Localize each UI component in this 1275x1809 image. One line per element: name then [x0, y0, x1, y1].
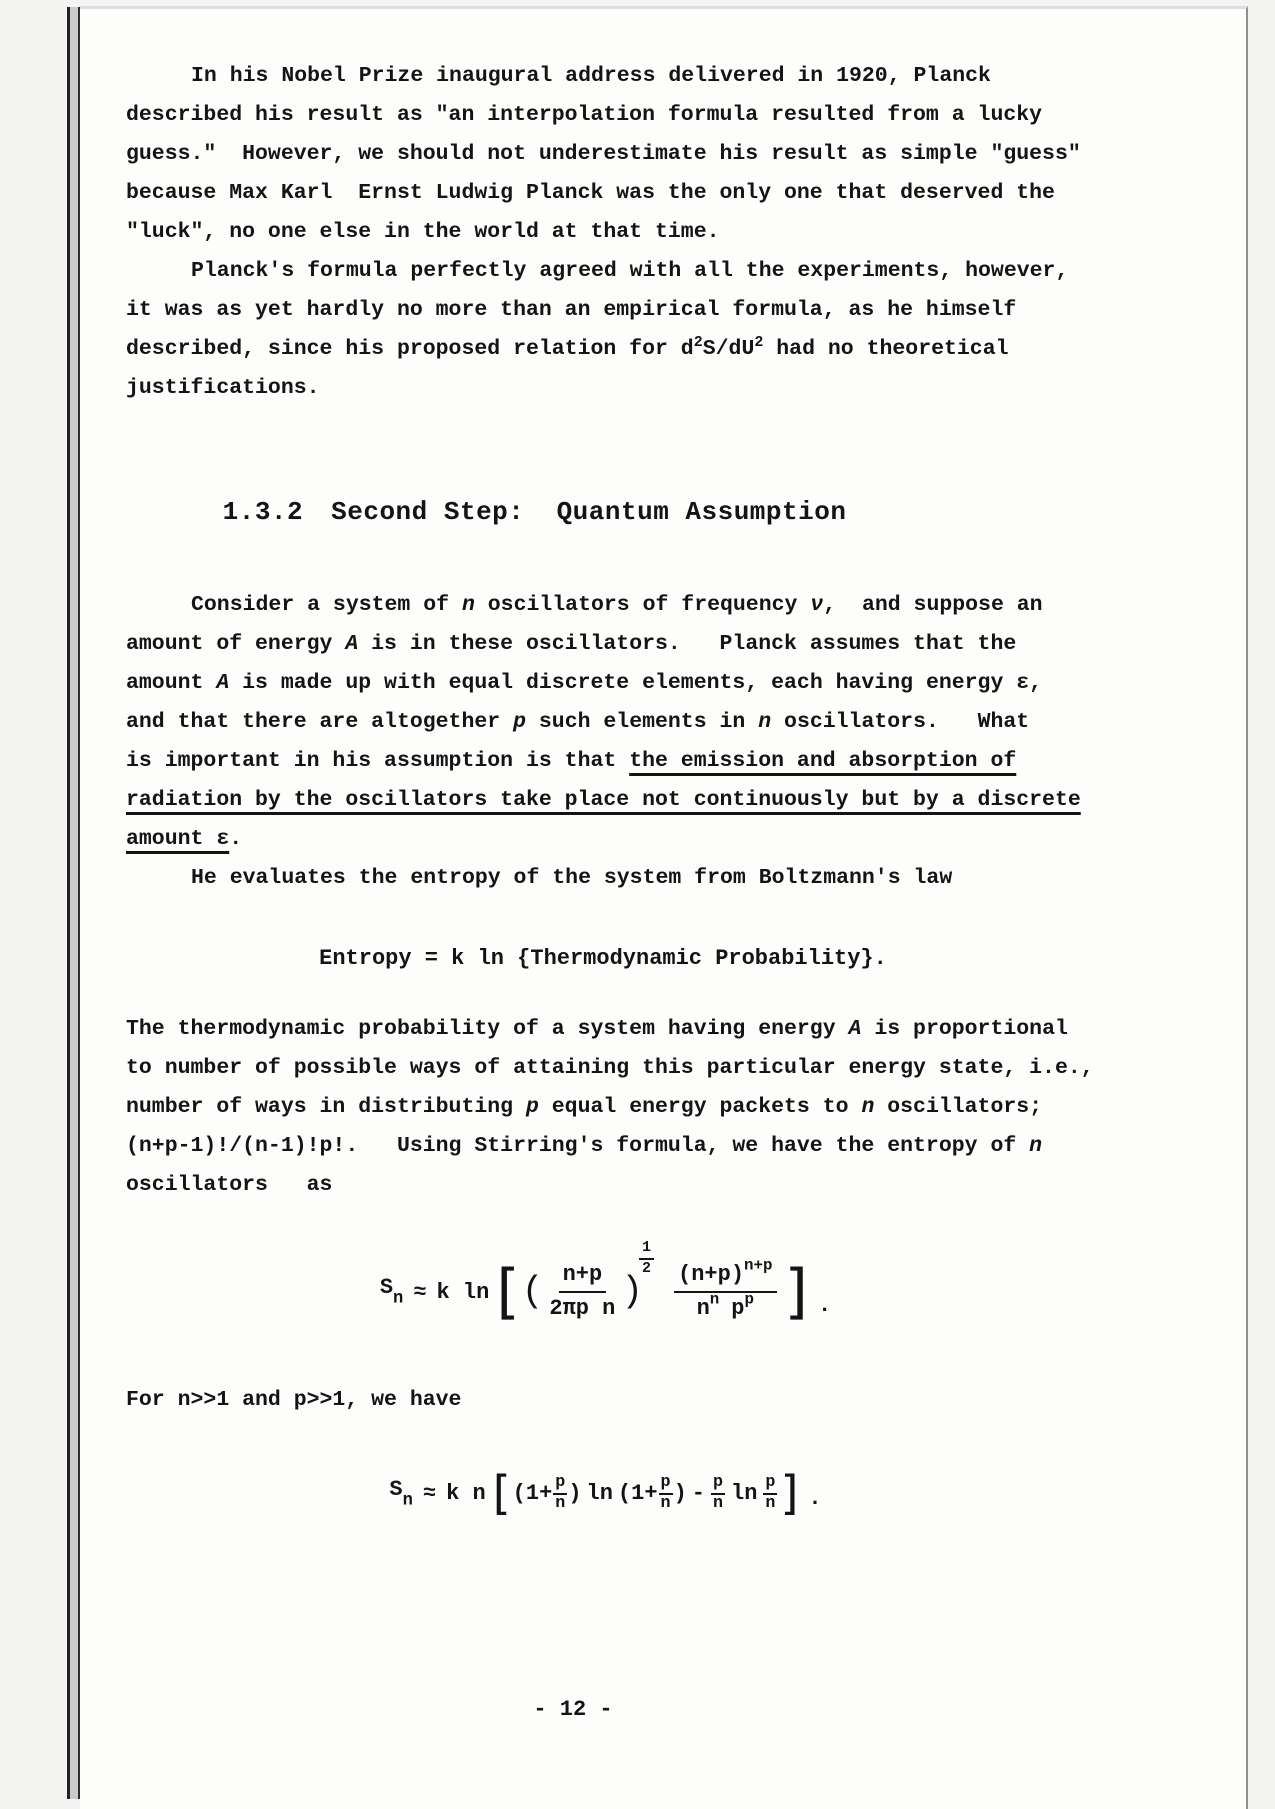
equation-entropy-large-np	[126, 1446, 1080, 1542]
text-line	[126, 703, 1080, 742]
text-line	[126, 213, 1080, 252]
text-line	[126, 369, 1080, 408]
text-segment: amount ε	[126, 827, 230, 851]
text-line	[126, 859, 1080, 898]
text-line	[126, 1381, 1080, 1420]
left-bracket: [	[492, 1466, 511, 1521]
text-segment: oscillators;	[874, 1095, 1043, 1119]
exponent-one-half: 1 2	[639, 1239, 654, 1277]
text-segment: ν	[810, 593, 824, 617]
text-segment: n	[861, 1095, 875, 1119]
equation-period: .	[817, 1293, 832, 1319]
fraction-np-over-2pipn: $\frac{n+p}{\text{2πp n}}$	[549, 1261, 616, 1321]
text-segment: the emission and absorption of	[629, 749, 1017, 773]
left-bracket: [	[496, 1256, 520, 1327]
text-line	[126, 781, 1080, 820]
text-segment: Consider a system of	[191, 593, 462, 617]
right-paren: )	[621, 1271, 643, 1312]
text-segment: n	[758, 710, 772, 734]
text-segment: guess." However, we should not underestimate his result as simple "guess"	[126, 142, 1081, 166]
text-segment: oscillators as	[126, 1173, 333, 1197]
equation-stirling-entropy	[126, 1233, 1080, 1351]
k-ln-term: k ln	[436, 1279, 490, 1305]
fraction-p-over-n: p n	[712, 1473, 723, 1514]
text-segment: "luck", no one else in the world at that time.	[126, 220, 720, 244]
ln-symbol: ln	[586, 1481, 613, 1507]
fraction-np-powers: $\frac{(n+p)^{n+p}}{n^n p^p}$	[674, 1262, 777, 1323]
term1-close: )	[568, 1481, 582, 1507]
text-segment: oscillators of frequency	[474, 593, 811, 617]
text-segment: 2	[754, 332, 764, 351]
paragraph-empirical-formula	[126, 252, 1080, 408]
text-line	[126, 57, 1080, 96]
fraction-p-over-n: p n	[765, 1473, 776, 1514]
page-spine-edge	[67, 7, 80, 1799]
right-bracket: ]	[784, 1256, 808, 1327]
text-segment: A	[345, 632, 359, 656]
right-bracket: ]	[780, 1466, 799, 1521]
text-segment: p	[513, 710, 526, 734]
approx-symbol: ≈	[422, 1481, 437, 1507]
paragraph-nobel-address	[126, 57, 1080, 252]
equation-boltzmann-entropy	[126, 938, 1080, 978]
text-segment: is in these oscillators. Planck assumes that the	[358, 632, 1017, 656]
text-segment: is proportional	[861, 1017, 1068, 1041]
page-number: - 12 -	[533, 1697, 613, 1722]
text-segment: The thermodynamic probability of a system having energy	[126, 1017, 849, 1041]
text-segment: S/dU	[702, 337, 755, 361]
paragraph-boltzmann-law	[126, 859, 1080, 898]
text-line	[126, 1166, 1080, 1205]
text-segment: described, since his proposed relation for d	[126, 337, 694, 361]
equation-body	[375, 1239, 832, 1327]
equation-text: Entropy = k ln {Thermodynamic Probability}.	[319, 945, 887, 971]
text-segment: is made up with equal discrete elements, each having energy ε,	[229, 671, 1043, 695]
entropy-symbol: $S_n$	[379, 1275, 404, 1309]
fraction-p-over-n: $\frac{p}{n}$	[555, 1473, 566, 1514]
text-line	[126, 96, 1080, 135]
text-segment: (n+p-1)!/(n-1)!p!. Using Stirring's formula, we have the entropy of	[126, 1134, 1030, 1158]
paragraph-limit-condition	[126, 1381, 1080, 1420]
text-segment: n	[1029, 1134, 1043, 1158]
section-number: 1.3.2	[222, 497, 304, 527]
text-segment: amount of energy	[126, 632, 346, 656]
text-segment: 2	[693, 332, 703, 351]
text-segment: A	[848, 1017, 862, 1041]
text-segment: n	[461, 593, 475, 617]
term1-open: (1+	[512, 1481, 553, 1507]
term2-open: (1+	[617, 1481, 658, 1507]
text-line	[126, 625, 1080, 664]
text-segment: is important in his assumption is that	[126, 749, 630, 773]
page	[80, 6, 1248, 1809]
text-line	[126, 1010, 1080, 1049]
text-segment: He evaluates the entropy of the system from Boltzmann's law	[191, 866, 953, 890]
text-segment: equal energy packets to	[538, 1095, 862, 1119]
text-segment: it was as yet hardly no more than an empirical formula, as he himself	[126, 298, 1017, 322]
text-segment: For n>>1 and p>>1, we have	[126, 1388, 462, 1412]
text-segment: .	[229, 827, 243, 851]
text-segment: described his result as "an interpolation formula resulted from a lucky	[126, 103, 1043, 127]
equation-period: .	[808, 1485, 822, 1511]
text-segment: because Max Karl Ernst Ludwig Planck was the only one that deserved the	[126, 181, 1055, 205]
text-line	[126, 742, 1080, 781]
section-heading	[126, 452, 1080, 572]
left-paren: (	[521, 1271, 544, 1312]
text-line	[126, 252, 1080, 291]
fraction-p-over-n: $\frac{p}{n}$	[660, 1473, 671, 1514]
text-line	[126, 135, 1080, 174]
text-segment: had no theoretical	[763, 337, 1009, 361]
k-n-term: k n	[446, 1481, 486, 1507]
text-line	[126, 586, 1080, 625]
paragraph-quantum-assumption	[126, 586, 1080, 859]
text-line	[126, 330, 1080, 369]
text-line	[126, 291, 1080, 330]
text-segment: radiation by the oscillators take place not continuously but by a discrete	[126, 788, 1081, 812]
text-segment: such elements in	[525, 710, 759, 734]
text-segment: and that there are altogether	[126, 710, 514, 734]
text-segment: Planck's formula perfectly agreed with all the experiments, however,	[191, 259, 1069, 283]
section-title: Second Step: Quantum Assumption	[331, 497, 847, 527]
text-line	[126, 1088, 1080, 1127]
text-segment: amount	[126, 671, 217, 695]
term2-close: )	[673, 1481, 687, 1507]
text-segment: to number of possible ways of attaining this particular energy state, i.e.,	[126, 1056, 1094, 1080]
ln-symbol: ln	[731, 1481, 758, 1507]
paragraph-thermodynamic-probability	[126, 1010, 1094, 1205]
text-segment: p	[525, 1095, 539, 1119]
text-line	[126, 1049, 1094, 1088]
equation-body	[384, 1466, 822, 1521]
approx-symbol: ≈	[413, 1279, 427, 1305]
text-line	[126, 820, 1080, 859]
minus-symbol: -	[691, 1481, 705, 1507]
text-line	[126, 174, 1080, 213]
text-segment: oscillators. What	[771, 710, 1030, 734]
entropy-symbol: $S_n$	[389, 1477, 413, 1511]
text-segment: number of ways in distributing	[126, 1095, 526, 1119]
text-line	[126, 1127, 1080, 1166]
page-content	[126, 57, 1094, 1542]
text-segment: A	[216, 671, 230, 695]
text-segment: justifications.	[126, 376, 320, 400]
text-segment: In his Nobel Prize inaugural address delivered in 1920, Planck	[191, 64, 991, 88]
text-line	[126, 664, 1080, 703]
text-segment: , and suppose an	[823, 593, 1043, 617]
